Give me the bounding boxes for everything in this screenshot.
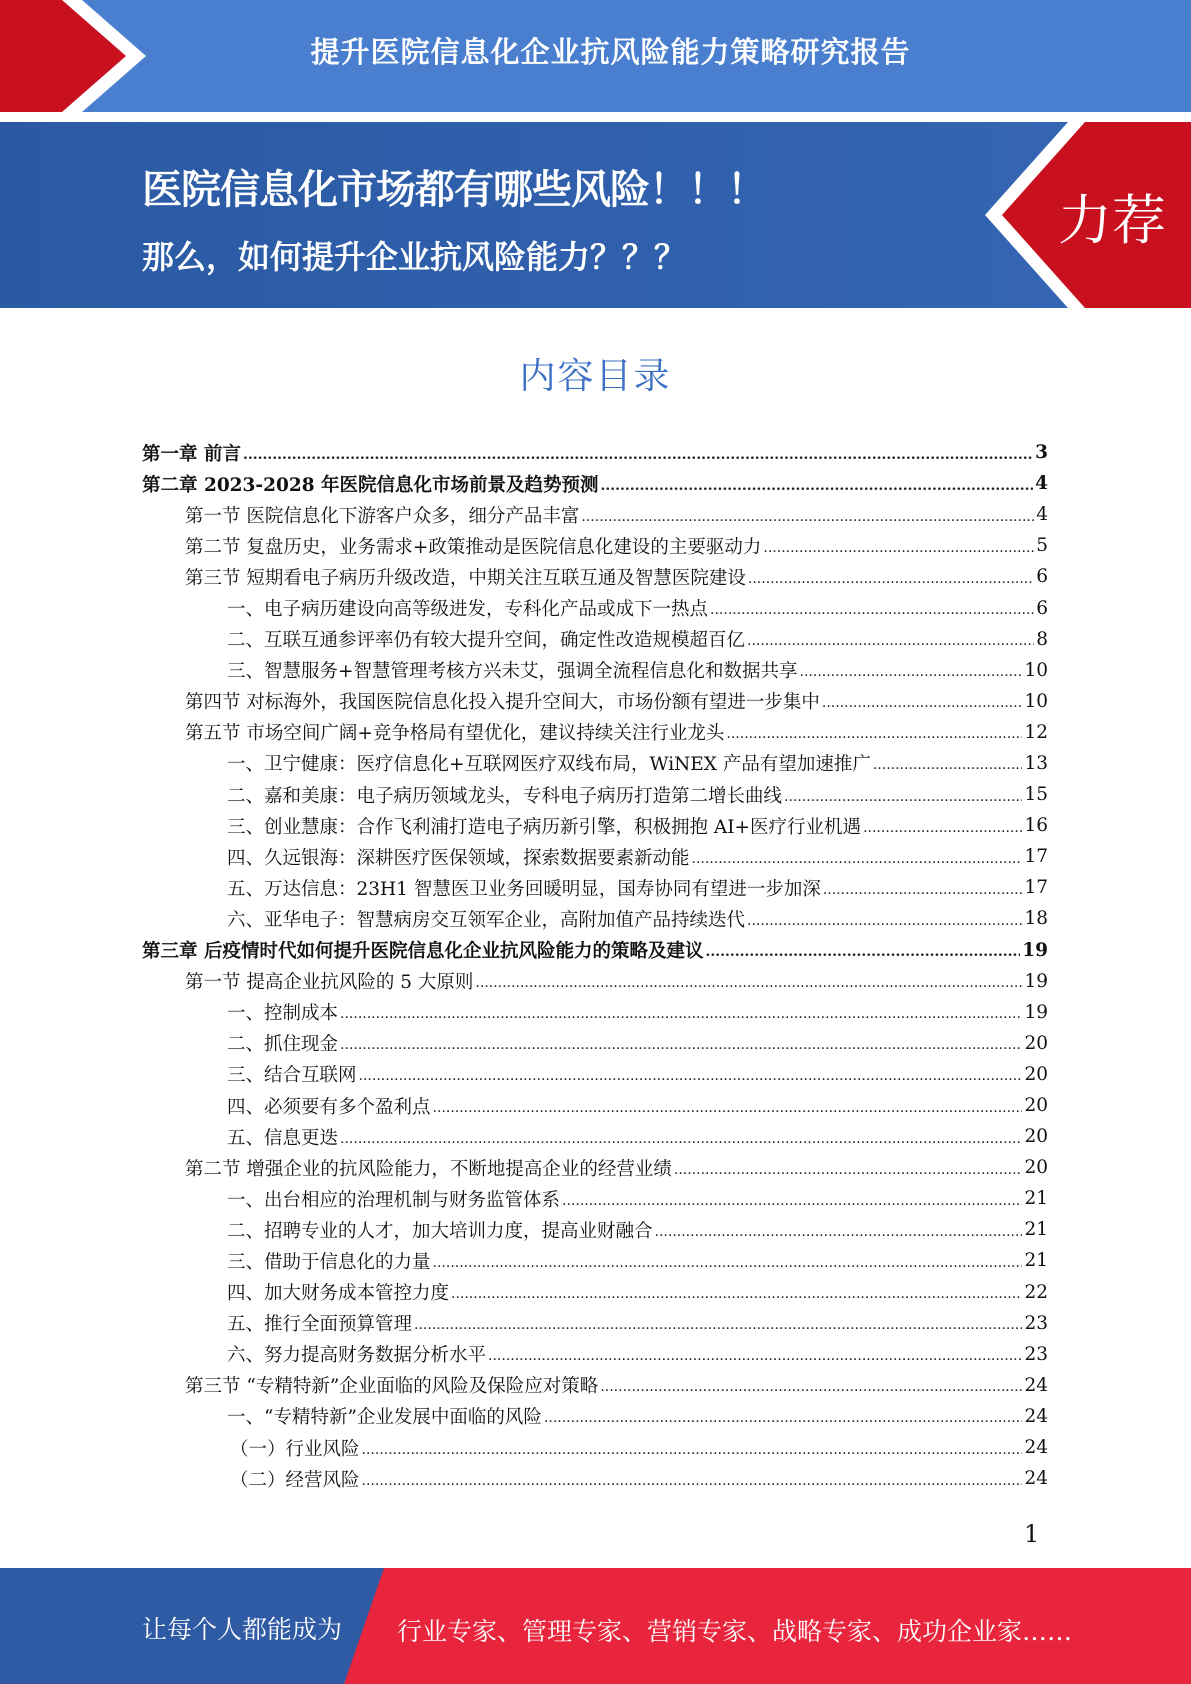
toc-entry-label: 第三节 短期看电子病历升级改造，中期关注互联互通及智慧医院建设 xyxy=(185,567,746,589)
toc-entry[interactable] xyxy=(142,1370,1048,1401)
hero-background xyxy=(0,122,1191,308)
toc-entry-label: （二）经营风险 xyxy=(230,1469,360,1491)
toc-leader-dots xyxy=(362,1438,1023,1458)
toc-entry-label: 第二节 增强企业的抗风险能力，不断地提高企业的经营业绩 xyxy=(185,1158,672,1180)
hero-headline: 医院信息化市场都有哪些风险！！！ xyxy=(142,167,766,213)
toc-entry-page: 12 xyxy=(1024,721,1048,743)
toc-entry[interactable] xyxy=(142,841,1048,872)
toc-entry[interactable] xyxy=(142,468,1048,499)
toc-entry[interactable] xyxy=(142,1214,1048,1245)
toc-entry-page: 8 xyxy=(1036,628,1048,650)
footer xyxy=(0,1568,1191,1684)
toc-entry-page: 24 xyxy=(1024,1405,1048,1427)
toc-entry[interactable] xyxy=(142,717,1048,748)
toc-entry[interactable] xyxy=(142,1339,1048,1370)
toc-leader-dots xyxy=(863,816,1022,836)
toc-entry-label: 二、招聘专业的人才，加大培训力度，提高业财融合 xyxy=(227,1220,653,1242)
toc-entry-page: 24 xyxy=(1024,1437,1048,1459)
toc-entry-label: 三、借助于信息化的力量 xyxy=(227,1251,431,1273)
toc-entry[interactable] xyxy=(142,779,1048,810)
toc-entry-label: 四、加大财务成本管控力度 xyxy=(227,1283,450,1305)
toc-entry-label: 一、出台相应的治理机制与财务监管体系 xyxy=(227,1189,561,1211)
toc-leader-dots xyxy=(433,1096,1023,1116)
toc-entry-page: 6 xyxy=(1036,566,1048,588)
toc-entry[interactable] xyxy=(142,592,1048,623)
toc-entry[interactable] xyxy=(142,686,1048,717)
toc-leader-dots xyxy=(544,1406,1023,1426)
toc-leader-dots xyxy=(748,567,1034,587)
toc-leader-dots xyxy=(705,940,1020,960)
toc-title: 内容目录 xyxy=(519,356,672,397)
toc-entry-label: 第二章 2023-2028 年医院信息化市场前景及趋势预测 xyxy=(142,474,599,496)
toc-entry-label: 三、智慧服务+智慧管理考核方兴未艾，强调全流程信息化和数据共享 xyxy=(227,661,798,683)
toc-leader-dots xyxy=(747,629,1034,649)
toc-entry-label: 五、信息更迭 xyxy=(227,1127,339,1149)
toc-entry-label: 五、推行全面预算管理 xyxy=(227,1314,413,1336)
toc-entry-page: 5 xyxy=(1036,535,1048,557)
toc-entry[interactable] xyxy=(142,530,1048,561)
toc-leader-dots xyxy=(562,1189,1022,1209)
toc-entry[interactable] xyxy=(142,1028,1048,1059)
toc-entry[interactable] xyxy=(142,1183,1048,1214)
toc-entry-label: 四、必须要有多个盈利点 xyxy=(227,1096,431,1118)
toc-entry-page: 24 xyxy=(1024,1468,1048,1490)
toc-entry-label: 第一节 医院信息化下游客户众多，细分产品丰富 xyxy=(185,505,580,527)
toc-leader-dots xyxy=(601,474,1034,494)
toc-entry-page: 19 xyxy=(1024,1001,1048,1023)
toc-entry-label: 二、嘉和美康：电子病历领域龙头，专科电子病历打造第二增长曲线 xyxy=(227,785,783,807)
toc-entry-page: 6 xyxy=(1036,597,1048,619)
toc-leader-dots xyxy=(655,1220,1023,1240)
toc-leader-dots xyxy=(784,785,1022,805)
toc-entry-page: 19 xyxy=(1024,970,1048,992)
toc-leader-dots xyxy=(800,660,1023,680)
toc-leader-dots xyxy=(362,1469,1023,1489)
hero-subline: 那么，如何提升企业抗风险能力？？？ xyxy=(142,238,687,276)
toc-entry[interactable] xyxy=(142,437,1048,468)
toc-leader-dots xyxy=(414,1313,1022,1333)
toc-entry-label: 第一节 提高企业抗风险的 5 大原则 xyxy=(185,972,474,994)
toc-leader-dots xyxy=(340,1002,1022,1022)
toc-leader-dots xyxy=(710,598,1034,618)
toc-entry-page: 17 xyxy=(1024,846,1048,868)
footer-slogan-right: 行业专家、管理专家、营销专家、战略专家、成功企业家…… xyxy=(397,1617,1073,1646)
toc-leader-dots xyxy=(340,1127,1022,1147)
toc-entry-label: （一）行业风险 xyxy=(230,1438,360,1460)
toc-entry[interactable] xyxy=(142,1121,1048,1152)
toc-entry-label: 第四节 对标海外，我国医院信息化投入提升空间大，市场份额有望进一步集中 xyxy=(185,692,820,714)
toc-entry-page: 21 xyxy=(1024,1188,1048,1210)
toc-leader-dots xyxy=(823,878,1023,898)
toc-leader-dots xyxy=(763,536,1034,556)
toc-entry-page: 17 xyxy=(1024,877,1048,899)
toc-entry-page: 20 xyxy=(1024,1032,1048,1054)
toc-entry[interactable] xyxy=(142,1401,1048,1432)
toc-entry-page: 13 xyxy=(1024,752,1048,774)
toc-entry[interactable] xyxy=(142,1308,1048,1339)
toc-entry-label: 二、互联互通参评率仍有较大提升空间，确定性改造规模超百亿 xyxy=(227,630,746,652)
toc-entry-label: 第三章 后疫情时代如何提升医院信息化企业抗风险能力的策略及建议 xyxy=(142,941,704,963)
toc-entry-page: 23 xyxy=(1024,1312,1048,1334)
toc-entry-page: 21 xyxy=(1024,1250,1048,1272)
toc-entry-page: 20 xyxy=(1024,1063,1048,1085)
toc-leader-dots xyxy=(822,691,1023,711)
footer-slogan-left: 让每个人都能成为 xyxy=(142,1615,343,1644)
toc-entry-page: 15 xyxy=(1024,784,1048,806)
toc-leader-dots xyxy=(243,443,1033,463)
toc-leader-dots xyxy=(359,1064,1023,1084)
table-of-contents xyxy=(142,437,1048,1494)
toc-entry-page: 20 xyxy=(1024,1126,1048,1148)
toc-entry[interactable] xyxy=(142,1432,1048,1463)
toc-entry-page: 4 xyxy=(1036,504,1048,526)
toc-leader-dots xyxy=(600,1375,1022,1395)
toc-entry-label: 五、万达信息：23H1 智慧医卫业务回暖明显，国寿协同有望进一步加深 xyxy=(227,878,821,900)
toc-entry-page: 18 xyxy=(1024,908,1048,930)
toc-entry[interactable] xyxy=(142,1277,1048,1308)
toc-entry[interactable] xyxy=(142,1463,1048,1494)
toc-entry-page: 4 xyxy=(1035,473,1048,495)
toc-entry[interactable] xyxy=(142,997,1048,1028)
toc-entry[interactable] xyxy=(142,1090,1048,1121)
toc-leader-dots xyxy=(581,505,1034,525)
toc-entry[interactable] xyxy=(142,1059,1048,1090)
toc-entry-label: 第五节 市场空间广阔+竞争格局有望优化，建议持续关注行业龙头 xyxy=(185,723,725,745)
toc-leader-dots xyxy=(692,847,1023,867)
toc-entry-label: 一、电子病历建设向高等级进发，专科化产品或成下一热点 xyxy=(227,599,709,621)
toc-entry-label: 第三节 “专精特新”企业面临的风险及保险应对策略 xyxy=(185,1376,599,1398)
toc-entry-label: 一、控制成本 xyxy=(227,1003,339,1025)
toc-entry-label: 三、结合互联网 xyxy=(227,1065,357,1087)
toc-leader-dots xyxy=(488,1344,1022,1364)
toc-entry[interactable] xyxy=(142,499,1048,530)
top-banner xyxy=(0,0,1191,112)
toc-entry-label: 一、“专精特新”企业发展中面临的风险 xyxy=(227,1407,542,1429)
toc-leader-dots xyxy=(747,909,1022,929)
toc-entry[interactable] xyxy=(142,624,1048,655)
toc-entry-label: 第二节 复盘历史，业务需求+政策推动是医院信息化建设的主要驱动力 xyxy=(185,536,762,558)
toc-entry[interactable] xyxy=(142,810,1048,841)
toc-entry[interactable] xyxy=(142,872,1048,903)
toc-leader-dots xyxy=(340,1033,1022,1053)
toc-leader-dots xyxy=(873,753,1023,773)
toc-entry[interactable] xyxy=(142,748,1048,779)
report-title: 提升医院信息化企业抗风险能力策略研究报告 xyxy=(310,35,911,69)
toc-entry-page: 3 xyxy=(1035,442,1048,464)
toc-leader-dots xyxy=(726,722,1022,742)
recommend-badge: 力荐 xyxy=(1058,189,1166,252)
toc-entry-page: 20 xyxy=(1024,1095,1048,1117)
page-number: 1 xyxy=(1024,1520,1040,1548)
toc-leader-dots xyxy=(451,1282,1022,1302)
toc-entry-label: 第一章 前言 xyxy=(142,443,241,465)
toc-entry-label: 二、抓住现金 xyxy=(227,1034,339,1056)
hero-banner xyxy=(0,122,1191,308)
toc-entry[interactable] xyxy=(142,1245,1048,1276)
toc-entry-page: 10 xyxy=(1024,690,1048,712)
toc-leader-dots xyxy=(475,971,1022,991)
toc-entry-page: 24 xyxy=(1024,1374,1048,1396)
toc-entry-label: 一、卫宁健康：医疗信息化+互联网医疗双线布局，WiNEX 产品有望加速推广 xyxy=(227,754,871,776)
toc-leader-dots xyxy=(433,1251,1023,1271)
toc-entry-page: 20 xyxy=(1024,1157,1048,1179)
toc-entry-page: 19 xyxy=(1022,939,1048,961)
toc-entry[interactable] xyxy=(142,1152,1048,1183)
toc-entry[interactable] xyxy=(142,966,1048,997)
toc-entry-label: 六、努力提高财务数据分析水平 xyxy=(227,1345,487,1367)
toc-entry-page: 21 xyxy=(1024,1219,1048,1241)
toc-entry-label: 四、久远银海：深耕医疗医保领域，探索数据要素新动能 xyxy=(227,847,690,869)
toc-entry[interactable] xyxy=(142,655,1048,686)
toc-entry[interactable] xyxy=(142,935,1048,966)
toc-entry-label: 六、亚华电子：智慧病房交互领军企业，高附加值产品持续迭代 xyxy=(227,909,746,931)
toc-entry-label: 三、创业慧康：合作飞利浦打造电子病历新引擎，积极拥抱 AI+医疗行业机遇 xyxy=(227,816,862,838)
toc-entry-page: 16 xyxy=(1024,815,1048,837)
toc-entry[interactable] xyxy=(142,561,1048,592)
toc-entry-page: 10 xyxy=(1024,659,1048,681)
toc-entry-page: 23 xyxy=(1024,1343,1048,1365)
toc-entry[interactable] xyxy=(142,903,1048,934)
toc-entry-page: 22 xyxy=(1024,1281,1048,1303)
toc-leader-dots xyxy=(674,1158,1023,1178)
